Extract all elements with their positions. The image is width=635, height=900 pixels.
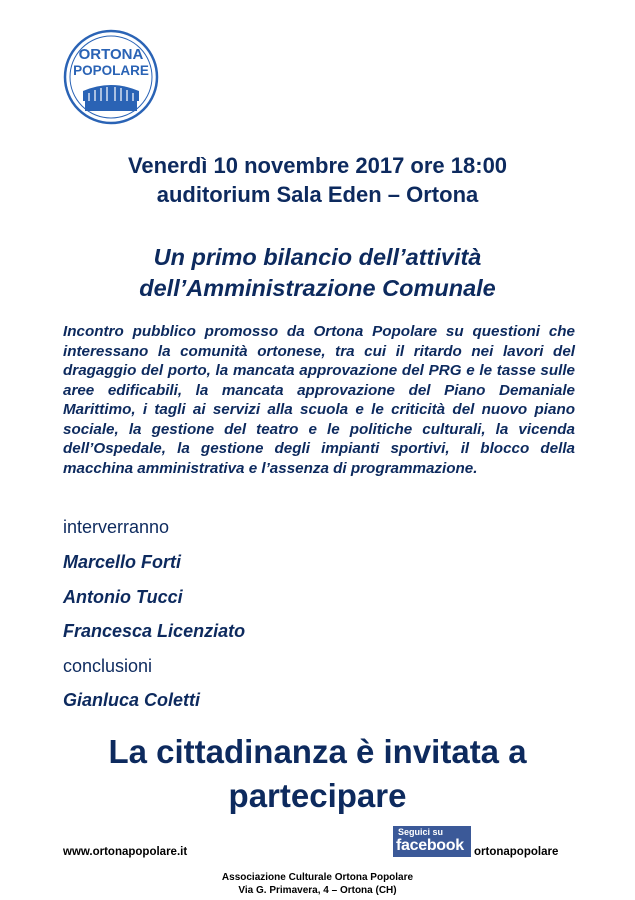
website-link[interactable]: www.ortonapopolare.it <box>63 846 188 858</box>
ortona-popolare-logo <box>63 29 159 125</box>
conclusions-speaker: Gianluca Coletti <box>63 690 201 710</box>
logo-line1: ORTONA <box>78 46 144 63</box>
event-title-line1: Un primo bilancio dell’attività <box>153 244 482 270</box>
speakers-label: interverranno <box>63 517 170 537</box>
facebook-handle[interactable]: ortonapopolare <box>474 846 559 858</box>
event-venue: auditorium Sala Eden – Ortona <box>156 182 479 207</box>
association-name: Associazione Culturale Ortona Popolare <box>221 872 414 883</box>
speaker-name: Antonio Tucci <box>63 587 183 607</box>
facebook-icon: facebook <box>396 837 464 854</box>
facebook-badge[interactable] <box>393 826 471 857</box>
event-description: Incontro pubblico promosso da Ortona Popolare su questioni che interessano la comunità ortonese, tra cui il ritardo nei lavori del dragaggio del porto, la mancata approvazione del PRG e le tasse sulle aree edificabili, la mancata approvazione del Piano Demaniale Marittimo, i tagli ai servizi alla scuola e le criticità del nuovo piano sociale, la gestione del teatro e le politiche culturali, la vicenda dell’Ospedale, la gestione degli impianti sportivi, il blocco della macchina amministrativa e l’assenza di programmazione. <box>63 323 575 477</box>
association-address: Via G. Primavera, 4 – Ortona (CH) <box>238 885 397 896</box>
invitation-line1: La cittadinanza è invitata a <box>108 733 527 770</box>
invitation-line2: partecipare <box>228 777 407 814</box>
facebook-badge-caption: Seguici su <box>398 827 444 837</box>
conclusions-label: conclusioni <box>63 656 153 676</box>
event-title-line2: dell’Amministrazione Comunale <box>139 275 496 301</box>
event-date: Venerdì 10 novembre 2017 ore 18:00 <box>127 153 508 178</box>
speaker-name: Francesca Licenziato <box>63 621 246 641</box>
speaker-name: Marcello Forti <box>63 552 182 572</box>
logo-line2: POPOLARE <box>73 63 149 78</box>
